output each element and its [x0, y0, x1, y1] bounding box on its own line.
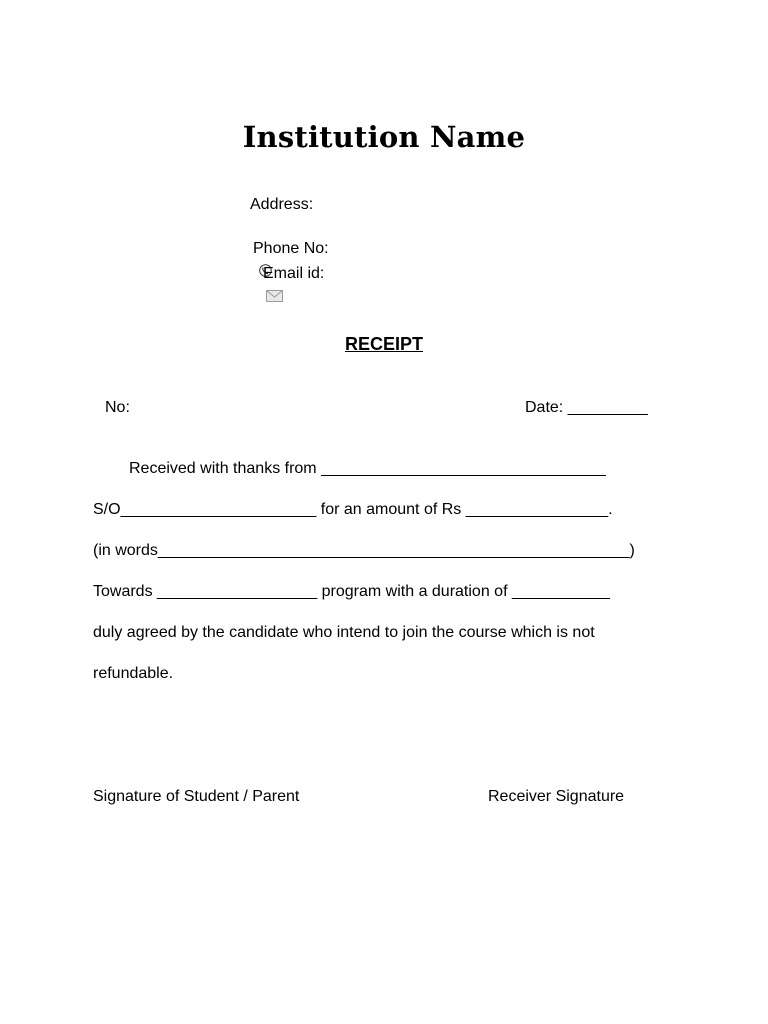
phone-icon [232, 243, 245, 256]
address-label: Address: [250, 196, 314, 213]
receiver-signature-label: Receiver Signature [488, 788, 625, 805]
envelope-icon [239, 268, 256, 280]
receipt-title: RECEIPT [344, 334, 423, 354]
refundable-line: refundable. [93, 665, 174, 682]
receipt-number-label: No: [105, 399, 130, 416]
received-from-line: Received with thanks from ________________________________ [129, 460, 606, 477]
agreement-line: duly agreed by the candidate who intend to join the course which is not [93, 624, 595, 641]
son-of-amount-line: S/O______________________ for an amount of Rs ________________. [93, 501, 613, 518]
email-row [239, 264, 324, 284]
student-parent-signature-label: Signature of Student / Parent [93, 788, 300, 805]
phone-label: Phone No: [253, 240, 329, 257]
amount-in-words-line: (in words_____________________________________________________) [93, 542, 635, 559]
receipt-date-label: Date: _________ [525, 399, 648, 416]
phone-row [232, 239, 329, 259]
institution-name: Institution Name [242, 120, 526, 154]
program-duration-line: Towards __________________ program with a duration of ___________ [93, 583, 610, 600]
email-label: Email id: [263, 265, 325, 282]
